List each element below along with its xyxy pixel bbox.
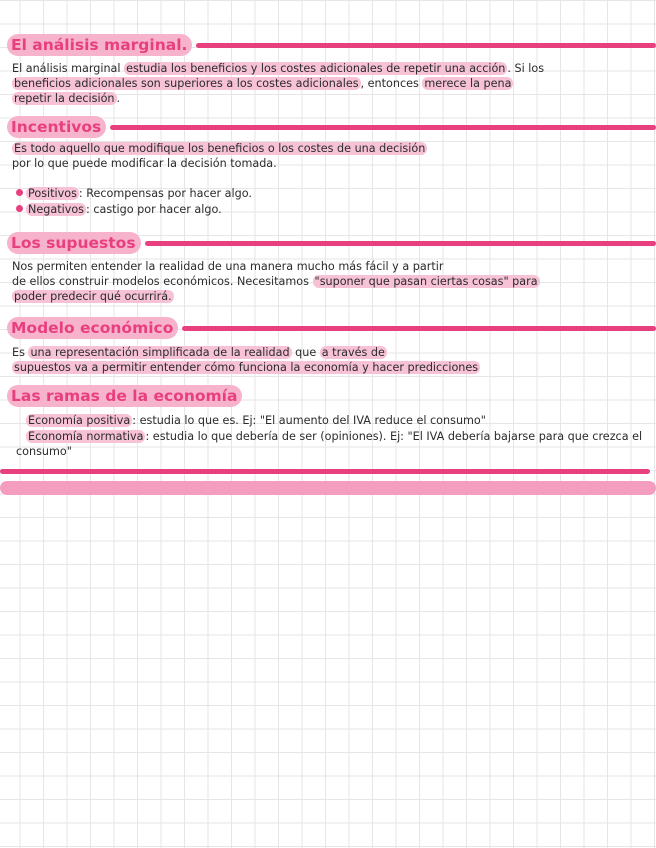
divider-line: [0, 469, 650, 474]
paragraph-line: supuestos va a permitir entender cómo funciona la economía y hacer predicciones: [14, 361, 479, 374]
paragraph-line: Economía normativa : estudia lo que debería de ser (opiniones). Ej: "El IVA debería bajarse para que crezca el: [28, 430, 643, 443]
divider-band: [0, 481, 656, 495]
section-title: Las ramas de la economía: [7, 385, 242, 407]
header-supuestos: [7, 232, 656, 254]
header-modelo-economico: [7, 317, 656, 339]
header-rule: [145, 241, 656, 246]
paragraph-line: de ellos construir modelos económicos. Necesitamos "suponer que pasan ciertas cosas" para: [12, 275, 538, 288]
header-incentivos: [7, 116, 656, 138]
section-title: Los supuestos: [7, 232, 141, 254]
list-item: Positivos : Recompensas por hacer algo.: [16, 186, 252, 202]
header-analisis-marginal: [7, 34, 656, 56]
list-item: Negativos : castigo por hacer algo.: [16, 202, 222, 218]
paragraph-line: Es una representación simplificada de la realidad que a través de: [12, 346, 385, 359]
header-rule: [196, 43, 656, 48]
paragraph-line: El análisis marginal estudia los beneficios y los costes adicionales de repetir una acción . Si los: [12, 62, 545, 75]
section-title: Modelo económico: [7, 317, 178, 339]
paragraph-line: Economía positiva : estudia lo que es. Ej: "El aumento del IVA reduce el consumo": [28, 414, 486, 427]
paragraph-line: Es todo aquello que modifique los beneficios o los costes de una decisión: [14, 142, 426, 155]
header-ramas-economia: [7, 385, 238, 407]
section-title: Incentivos: [7, 116, 106, 138]
paragraph-line: por lo que puede modificar la decisión tomada.: [12, 157, 277, 170]
header-rule: [110, 125, 656, 130]
paragraph-line: poder predecir qué ocurrirá.: [14, 290, 172, 303]
bullet-icon: [16, 189, 23, 196]
section-title: El análisis marginal.: [7, 34, 192, 56]
paragraph-line: consumo": [16, 445, 72, 458]
paragraph-line: repetir la decisión .: [14, 92, 121, 105]
header-rule: [182, 326, 656, 331]
paragraph-line: Nos permiten entender la realidad de una manera mucho más fácil y a partir: [12, 260, 444, 273]
bullet-icon: [16, 205, 23, 212]
paragraph-line: beneficios adicionales son superiores a los costes adicionales , entonces merece la pena: [14, 77, 512, 90]
